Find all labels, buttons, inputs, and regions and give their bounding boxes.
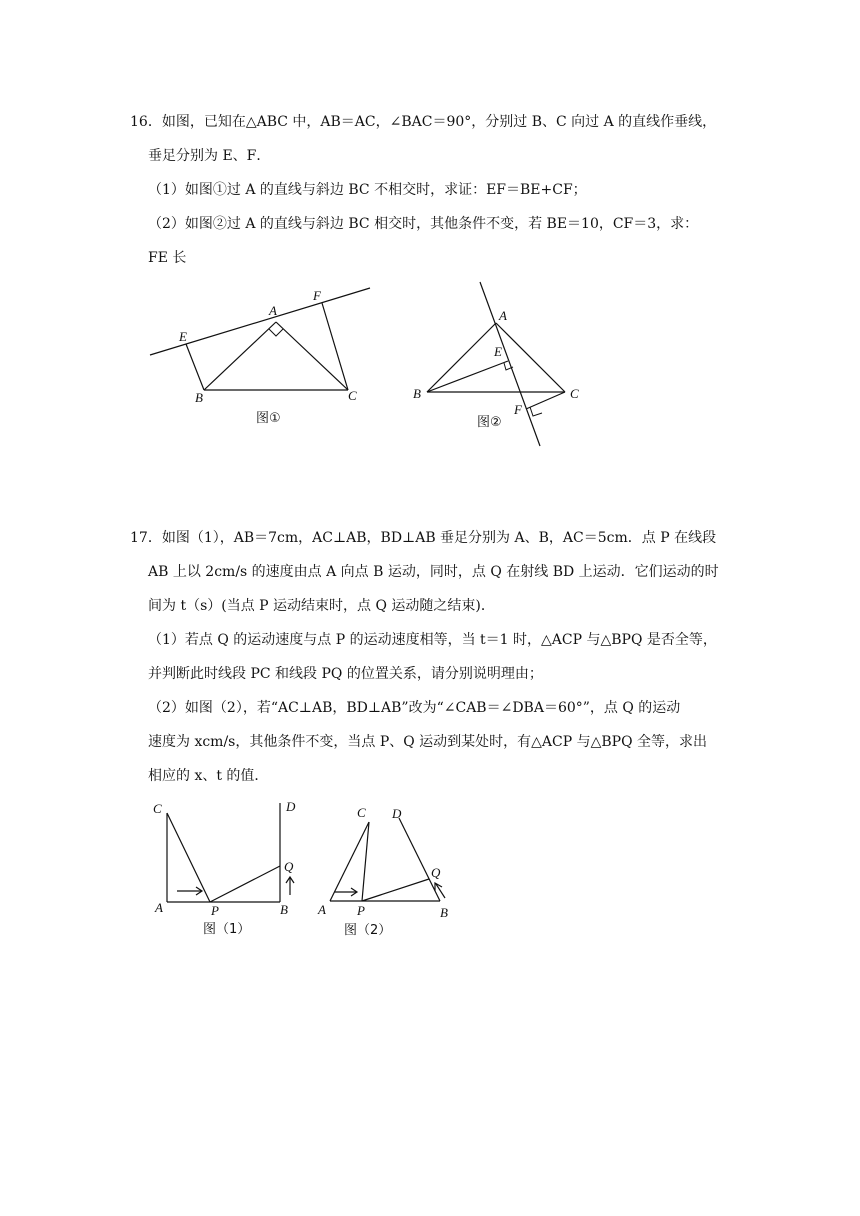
q17-line-3: 间为 t（s）(当点 P 运动结束时，点 Q 运动随之结束)． xyxy=(148,598,495,614)
q17-line-7: 速度为 xcm/s，其他条件不变，当点 P、Q 运动到某处时，有△ACP 与△BPQ 全等，求出 xyxy=(148,734,708,750)
ray-bd xyxy=(399,818,440,901)
label-c: C xyxy=(357,805,366,820)
label-c: C xyxy=(570,386,579,401)
segment-cp xyxy=(167,813,210,902)
q16-figure-2 xyxy=(405,278,595,450)
segment-be xyxy=(186,344,204,390)
segment-pq xyxy=(362,879,429,901)
label-d: D xyxy=(392,806,402,821)
label-a: A xyxy=(499,308,507,323)
label-e: E xyxy=(179,329,187,344)
q16-line-4: （2）如图②过 A 的直线与斜边 BC 相交时，其他条件不变，若 BE＝10，CF＝3，求： xyxy=(148,216,699,232)
right-angle-mark-f xyxy=(530,407,542,416)
q16-line-2: 垂足分别为 E、F． xyxy=(148,148,271,164)
q16-figure-1 xyxy=(140,280,380,440)
label-b: B xyxy=(413,386,421,401)
q16-line-5: FE 长 xyxy=(148,250,187,266)
label-q: Q xyxy=(431,865,441,880)
label-q: Q xyxy=(284,859,294,874)
q17-line-6: （2）如图（2），若“AC⊥AB，BD⊥AB”改为“∠CAB＝∠DBA＝60°”，点 Q 的运动 xyxy=(148,700,681,716)
q17-figure-1 xyxy=(145,795,315,945)
q17-line-8: 相应的 x、t 的值． xyxy=(148,768,269,784)
q16-line-1: 16．如图，已知在△ABC 中，AB＝AC，∠BAC＝90°，分别过 B、C 向过 A 的直线作垂线， xyxy=(130,114,717,130)
label-c: C xyxy=(348,388,357,403)
segment-pq xyxy=(210,866,280,902)
segment-ac xyxy=(276,322,348,390)
label-b: B xyxy=(195,390,203,405)
q16-line-3: （1）如图①过 A 的直线与斜边 BC 不相交时，求证：EF＝BE+CF； xyxy=(148,182,587,198)
label-p: P xyxy=(357,903,365,918)
figure-caption: 图（1） xyxy=(203,922,251,937)
label-p: P xyxy=(211,903,219,918)
line-through-a xyxy=(150,288,370,355)
label-b: B xyxy=(440,905,448,920)
label-f: F xyxy=(313,288,321,303)
label-d: D xyxy=(286,799,296,814)
segment-cf xyxy=(526,392,565,409)
label-b: B xyxy=(280,902,288,917)
label-c: C xyxy=(153,801,162,816)
label-f: F xyxy=(514,402,522,417)
label-a: A xyxy=(318,902,326,917)
label-a: A xyxy=(155,900,163,915)
label-e: E xyxy=(494,344,502,359)
q17-line-5: 并判断此时线段 PC 和线段 PQ 的位置关系，请分别说明理由； xyxy=(148,666,543,682)
q17-figure-2 xyxy=(310,800,460,945)
segment-ba xyxy=(204,322,276,390)
q17-line-4: （1）若点 Q 的运动速度与点 P 的运动速度相等，当 t＝1 时，△ACP 与△BPQ 是否全等， xyxy=(148,632,717,648)
q17-line-2: AB 上以 2cm/s 的速度由点 A 向点 B 运动，同时，点 Q 在射线 BD 上运动．它们运动的时 xyxy=(148,564,719,580)
label-a: A xyxy=(269,303,277,318)
segment-ba xyxy=(427,323,496,392)
figure-caption: 图（2） xyxy=(344,923,392,938)
figure-caption: 图① xyxy=(256,411,281,426)
segment-be xyxy=(427,361,508,392)
q17-line-1: 17．如图（1），AB＝7cm，AC⊥AB，BD⊥AB 垂足分别为 A、B，AC＝5cm．点 P 在线段 xyxy=(130,530,717,546)
figure-caption: 图② xyxy=(477,415,502,430)
segment-ac xyxy=(496,323,565,392)
right-angle-mark xyxy=(269,329,283,336)
